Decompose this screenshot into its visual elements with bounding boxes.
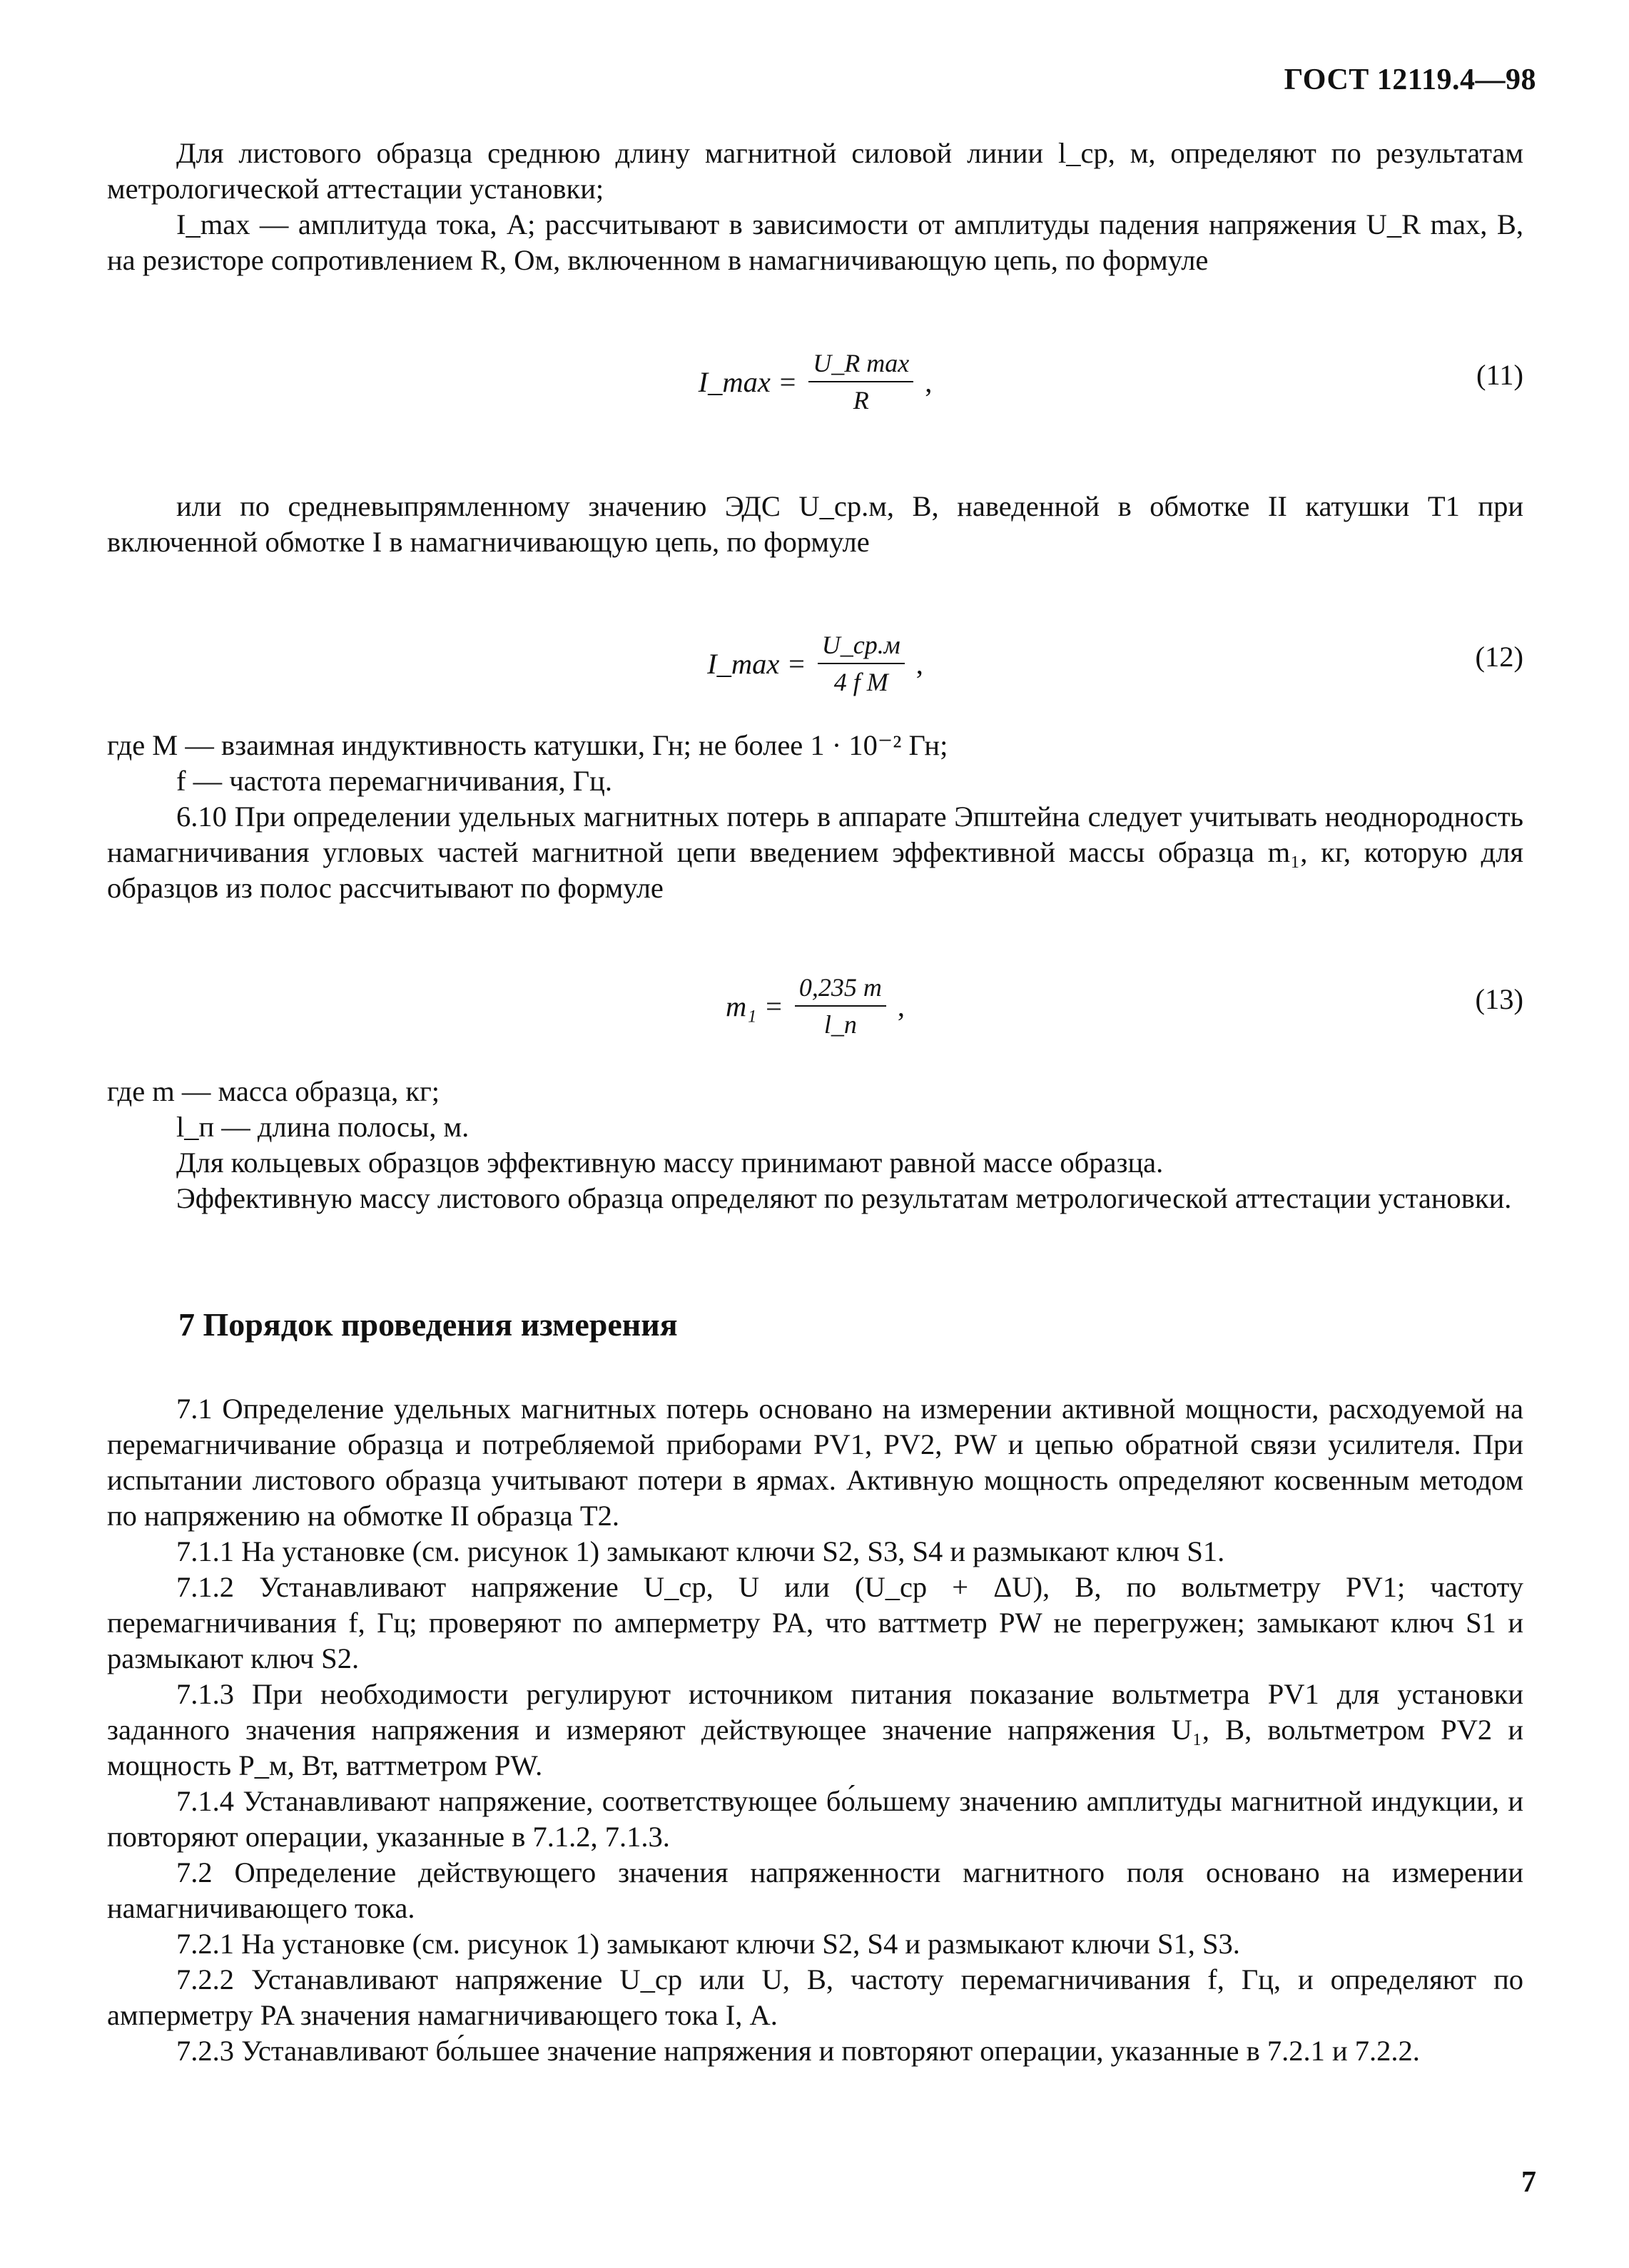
paragraph: или по средневыпрямленному значению ЭДС U_ср.м, В, наведенной в обмотке II катушки T1 при включенной обмотке I в намагничивающую цепь, по формуле bbox=[107, 490, 1523, 558]
paragraph: I_max — амплитуда тока, А; рассчитывают в зависимости от амплитуды падения напряжения U_R max, В, на резисторе сопротивлением R, Ом, включенном в намагничивающую цепь, по формуле bbox=[107, 208, 1523, 276]
equation-number: (12) bbox=[1475, 641, 1523, 673]
document-code: ГОСТ 12119.4—98 bbox=[1284, 63, 1536, 96]
paragraph: 7.1.2 Устанавливают напряжение U_ср, U или (U_ср + ΔU), В, по вольтметру PV1; частоту перемагничивания f, Гц; проверяют по амперметру PA, что ваттметр PW не перегружен; замыкают ключ S1 и размыкают ключ S2. bbox=[107, 1571, 1523, 1674]
formula-denominator: 4 f M bbox=[833, 668, 888, 696]
formula-13 bbox=[107, 960, 1523, 1052]
page-number: 7 bbox=[1521, 2166, 1536, 2199]
formula-numerator: U_R max bbox=[813, 349, 910, 377]
paragraph: 7.2.1 На установке (см. рисунок 1) замыкают ключи S2, S4 и размыкают ключи S1, S3. bbox=[176, 1928, 1240, 1960]
paragraph: Для листового образца среднюю длину магнитной силовой линии l_ср, м, определяют по результатам метрологической аттестации установки; bbox=[107, 137, 1523, 205]
paragraph: 7.2.2 Устанавливают напряжение U_ср или U, В, частоту перемагничивания f, Гц, и определяют по амперметру PA значения намагничивающего тока I, А. bbox=[107, 1963, 1523, 2031]
formula-denominator: l_п bbox=[823, 1010, 857, 1039]
paragraph: 7.2.3 Устанавливают бо́льшее значение напряжения и повторяют операции, указанные в 7.2.1 и 7.2.2. bbox=[176, 2035, 1420, 2067]
paragraph: 7.1.4 Устанавливают напряжение, соответствующее бо́льшему значению амплитуды магнитной индукции, и повторяют операции, указанные в 7.1.2, 7.1.3. bbox=[107, 1785, 1523, 1853]
paragraph: 6.10 При определении удельных магнитных потерь в аппарате Эпштейна следует учитывать неоднородность намагничивания угловых частей магнитной цепи введением эффективной массы образца m₁, кг, которую для образцов из полос рассчитывают по формуле bbox=[107, 800, 1523, 904]
paragraph: 7.2 Определение действующего значения напряженности магнитного поля основано на измерении намагничивающего тока. bbox=[107, 1856, 1523, 1924]
formula-lhs: I_max = bbox=[698, 365, 798, 398]
text-block-1 bbox=[107, 136, 1523, 278]
formula-fraction bbox=[818, 630, 905, 697]
text-block-2 bbox=[107, 489, 1523, 560]
paragraph: 7.1 Определение удельных магнитных потерь основано на измерении активной мощности, расходуемой на перемагничивание образца и потребляемой приборами PV1, PV2, PW и цепью обратной связи усилителя. При испытании листового образца учитывают потери в ярмах. Активную мощность определяют косвенным методом по напряжению на обмотке II образца T2. bbox=[107, 1393, 1523, 1532]
text-block-4 bbox=[107, 1074, 1523, 1216]
formula-fraction bbox=[808, 348, 913, 415]
formula-tail: , bbox=[897, 990, 905, 1022]
formula-fraction bbox=[795, 972, 886, 1039]
formula-numerator: 0,235 m bbox=[798, 973, 882, 1002]
formula-denominator: R bbox=[853, 386, 869, 415]
formula-numerator: U_ср.м bbox=[821, 631, 900, 659]
paragraph: 7.1.1 На установке (см. рисунок 1) замыкают ключи S2, S3, S4 и размыкают ключ S1. bbox=[176, 1535, 1225, 1567]
equation-number: (13) bbox=[1475, 983, 1523, 1015]
formula-lhs: m₁ = bbox=[726, 990, 783, 1022]
paragraph: l_п — длина полосы, м. bbox=[176, 1111, 470, 1143]
paragraph: Для кольцевых образцов эффективную массу принимают равной массе образца. bbox=[176, 1146, 1164, 1179]
paragraph: где M — взаимная индуктивность катушки, Гн; не более 1 · 10⁻² Гн; bbox=[107, 729, 948, 761]
paragraph: 7.1.3 При необходимости регулируют источником питания показание вольтметра PV1 для установки заданного значения напряжения и измеряют действующее значение напряжения U₁, В, вольтметром PV2 и мощность P_м, Вт, ваттметром PW. bbox=[107, 1678, 1523, 1781]
formula-tail: , bbox=[915, 647, 923, 680]
paragraph: f — частота перемагничивания, Гц. bbox=[176, 765, 612, 797]
paragraph: Эффективную массу листового образца определяют по результатам метрологической аттестации установки. bbox=[176, 1182, 1512, 1214]
formula-11 bbox=[107, 335, 1523, 428]
formula-tail: , bbox=[925, 365, 933, 398]
equation-number: (11) bbox=[1476, 359, 1523, 391]
section-heading: 7 Порядок проведения измерения bbox=[178, 1306, 678, 1343]
text-block-3 bbox=[107, 728, 1523, 906]
formula-12 bbox=[107, 617, 1523, 710]
paragraph: где m — масса образца, кг; bbox=[107, 1075, 440, 1107]
formula-lhs: I_max = bbox=[707, 647, 806, 680]
text-block-5 bbox=[107, 1391, 1523, 2069]
